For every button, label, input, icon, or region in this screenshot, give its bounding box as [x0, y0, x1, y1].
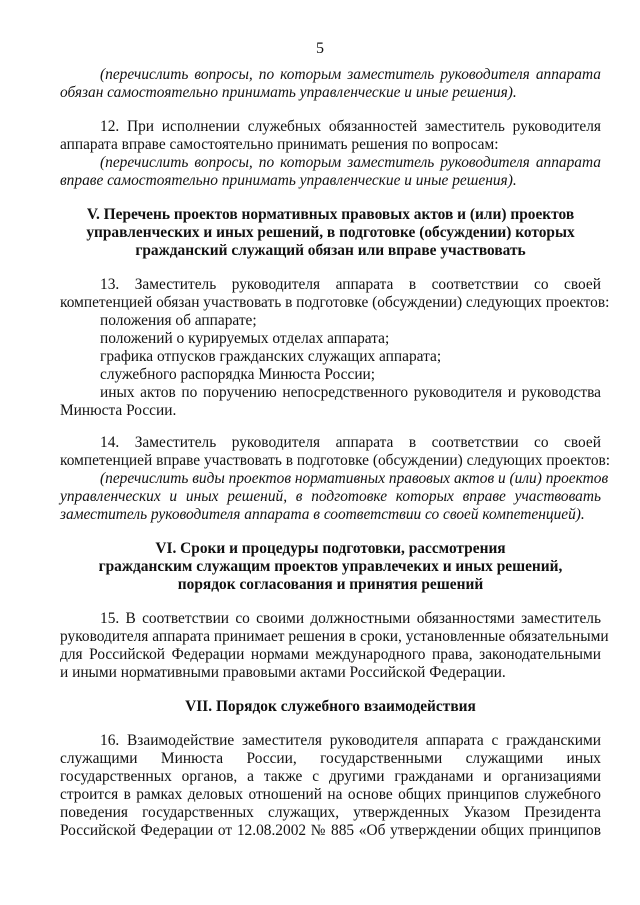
page-number: 5 [316, 40, 324, 57]
text-line: графика отпусков гражданских служащих аппарата; [100, 348, 442, 365]
section-heading: VII. Порядок служебного взаимодействия [185, 698, 476, 715]
text-line: компетенцией обязан участвовать в подготовке (обсуждении) следующих проектов: [60, 294, 610, 311]
text-line: Минюста России. [60, 402, 177, 419]
text-line: государственных органов, а также с другими гражданами и организациями [60, 768, 601, 785]
text-line: 14. Заместитель руководителя аппарата в соответствии со своей [100, 434, 601, 451]
text-line: положения об аппарате; [100, 312, 257, 329]
text-line: иных актов по поручению непосредственного руководителя и руководства [100, 384, 601, 401]
text-line: 12. При исполнении служебных обязанностей заместитель руководителя [100, 118, 601, 135]
text-line: 16. Взаимодействие заместителя руководителя аппарата с гражданскими [100, 732, 601, 749]
text-line: обязан самостоятельно принимать управленческие и иные решения). [60, 84, 517, 101]
text-line: компетенцией вправе участвовать в подготовке (обсуждении) следующих проектов: [60, 452, 611, 469]
section-heading: VI. Сроки и процедуры подготовки, рассмотрения [155, 540, 506, 557]
text-line: строится в рамках деловых отношений на основе общих принципов служебного [60, 786, 601, 803]
text-line: вправе самостоятельно принимать управленческие и иные решения). [60, 172, 517, 189]
section-heading: порядок согласования и принятия решений [177, 576, 484, 593]
text-line: аппарата вправе самостоятельно принимать решения по вопросам: [60, 136, 499, 153]
section-heading: гражданским служащим проектов управлечеких и иных решений, [98, 558, 563, 575]
text-line: и иными нормативными правовыми актами Российской Федерации. [60, 664, 506, 681]
text-line: руководителя аппарата принимает решения в сроки, установленные обязательными [60, 628, 609, 645]
text-line: (перечислить вопросы, по которым заместитель руководителя аппарата [100, 154, 601, 171]
text-line: положений о курируемых отделах аппарата; [100, 330, 390, 347]
text-line: поведения государственных служащих, утвержденных Указом Президента [60, 804, 601, 821]
text-line: 15. В соответствии со своими должностными обязанностями заместитель [100, 610, 601, 627]
text-line: служащими Минюста России, государственными служащими иных [60, 750, 601, 767]
text-line: 13. Заместитель руководителя аппарата в соответствии со своей [100, 276, 601, 293]
text-line: для Российской Федерации нормами международного права, законодательными [60, 646, 601, 663]
section-heading: V. Перечень проектов нормативных правовых актов и (или) проектов [86, 206, 575, 223]
text-line: Российской Федерации от 12.08.2002 № 885 «Об утверждении общих принципов [60, 822, 601, 839]
section-heading: гражданский служащий обязан или вправе участвовать [135, 242, 526, 259]
text-line: служебного распорядка Минюста России; [100, 366, 376, 383]
text-line: (перечислить вопросы, по которым заместитель руководителя аппарата [100, 66, 601, 83]
text-line: (перечислить виды проектов нормативных правовых актов и (или) проектов [100, 470, 609, 487]
text-line: управленческих и иных решений, в подготовке которых вправе участвовать [60, 488, 601, 505]
section-heading: управленческих и иных решений, в подготовке (обсуждении) которых [86, 224, 575, 241]
text-line: заместитель руководителя аппарата в соответствии со своей компетенцией). [60, 506, 585, 523]
